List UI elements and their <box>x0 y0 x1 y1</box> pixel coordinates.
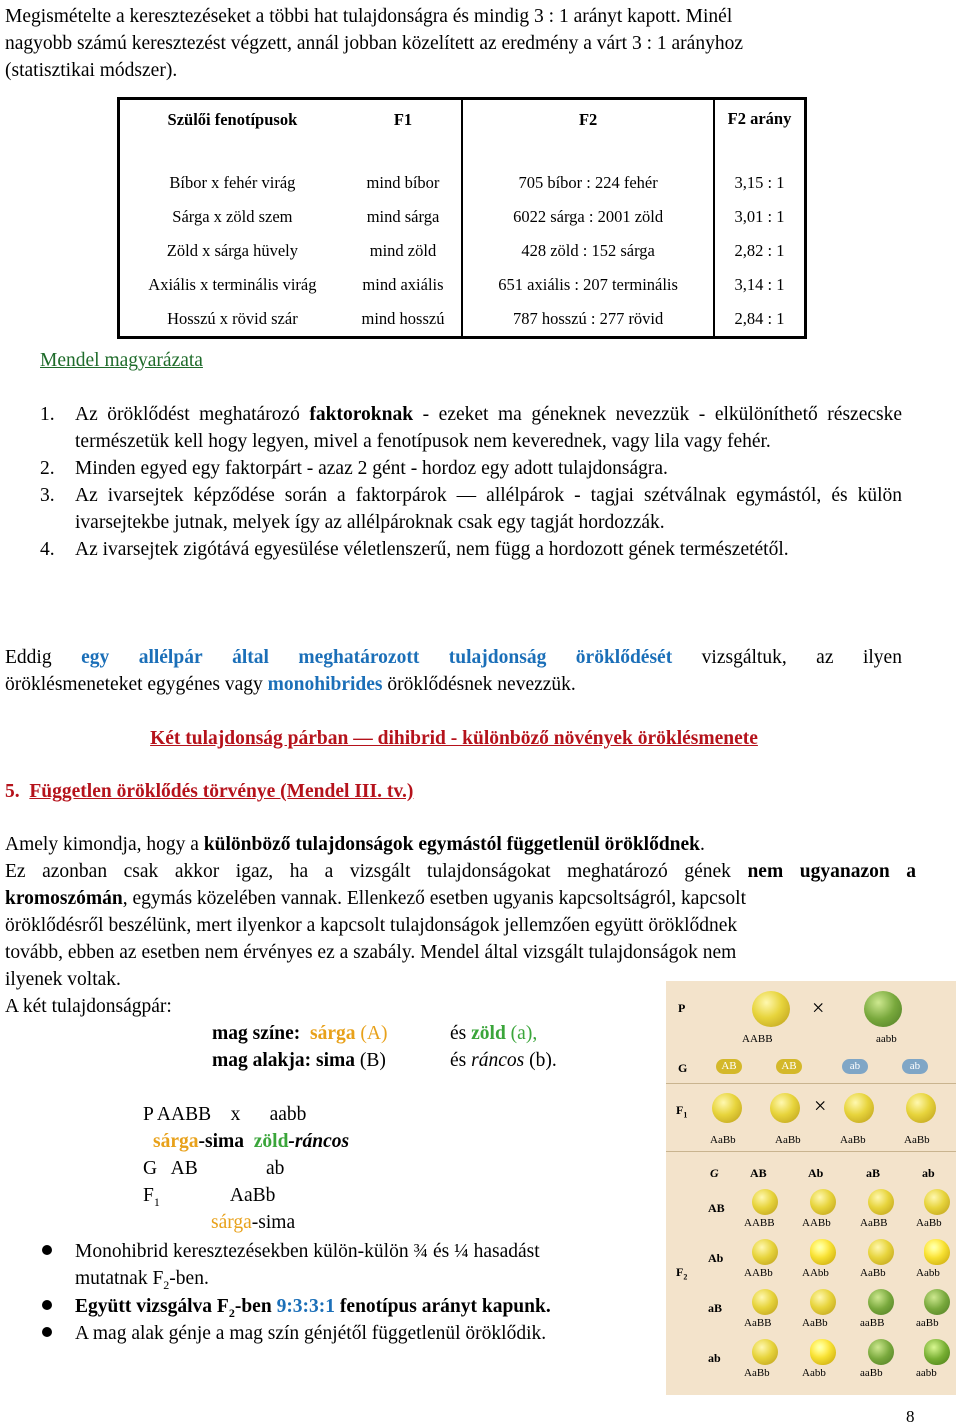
punnett-genotype: Aabb <box>916 1267 940 1279</box>
text-bold: kromoszómán <box>5 888 123 909</box>
table-cell: 3,14 : 1 <box>734 275 785 294</box>
list-text: Minden egyed egy faktorpárt - azaz 2 gént - hordoz egy adott tulajdonságra. <box>75 458 668 479</box>
text: -ráncos <box>288 1131 350 1152</box>
punnett-col-header: ab <box>922 1166 935 1180</box>
bullet-icon <box>42 1327 52 1337</box>
punnett-genotype: aabb <box>916 1367 937 1379</box>
table-header: F2 arány <box>727 109 792 128</box>
text: -sima <box>198 1131 244 1152</box>
trait-label: mag alakja: sima <box>212 1050 360 1071</box>
section-title-text: Független öröklődés törvénye (Mendel III. tv.) <box>29 781 414 802</box>
text: -sima <box>251 1212 296 1233</box>
text: vizsgáltuk, <box>701 647 787 668</box>
table-cell: mind zöld <box>369 241 437 260</box>
figure-p-label: P <box>678 1001 686 1015</box>
green-round-pea-icon <box>868 1339 894 1365</box>
eddig-line-2 <box>5 671 576 698</box>
table-header: Szülői fenotípusok <box>167 110 298 129</box>
text: AaBb <box>229 1185 276 1206</box>
mendel-title: Mendel magyarázata <box>40 350 203 371</box>
text: öröklődését <box>575 647 673 668</box>
punnett-col-header: aB <box>866 1166 881 1180</box>
f1-genotype: AaBb <box>710 1134 736 1146</box>
punnett-genotype: AABb <box>744 1267 773 1279</box>
dihybrid-heading: Két tulajdonság párban — dihibrid - különböző növények öröklésmenete <box>150 728 758 749</box>
punnett-genotype: AABb <box>802 1217 831 1229</box>
list-number: 2. <box>40 458 55 479</box>
gamete: ab <box>842 1059 868 1074</box>
para-line-6: ilyenek voltak. <box>5 969 121 990</box>
para-line-3 <box>5 885 746 912</box>
parent-genotype: AABB <box>742 1033 773 1045</box>
text: , egymás közelében vannak. Ellenkező esetben ugyanis kapcsoltságról, kapcsolt <box>122 888 746 909</box>
text: Ez azonban csak akkor igaz, ha a vizsgált tulajdonságokat meghatározó gének <box>5 861 748 882</box>
text: 1 <box>683 1110 688 1120</box>
green-wrinkled-pea-icon <box>864 991 902 1027</box>
text: zöld <box>253 1131 289 1152</box>
text: az <box>816 647 834 668</box>
yellow-round-pea-icon <box>844 1093 874 1123</box>
table-row <box>119 234 806 268</box>
list-number: 3. <box>40 485 55 506</box>
cross-icon: × <box>814 1093 827 1118</box>
mendel-results-table <box>117 97 807 339</box>
list-item <box>40 482 902 536</box>
table-header: F2 <box>462 99 714 167</box>
page-number: 8 <box>906 1407 915 1426</box>
punnett-genotype: aaBB <box>860 1317 885 1329</box>
gamete: AB <box>716 1059 742 1074</box>
bullet-icon <box>42 1245 52 1255</box>
trait-label: mag színe: <box>212 1023 301 1044</box>
cross-p: P AABB x aabb <box>143 1104 307 1125</box>
trait-allele: (b). <box>524 1050 557 1071</box>
dihybrid-cross-figure <box>666 981 956 1395</box>
green-round-pea-icon <box>924 1289 950 1315</box>
trait-value: ráncos <box>471 1050 525 1071</box>
table-header: F1 <box>393 110 413 129</box>
intro-line-3: (statisztikai módszer). <box>5 60 178 81</box>
yellow-round-pea-icon <box>924 1189 950 1215</box>
table-cell: 651 axiális : 207 terminális <box>462 268 714 302</box>
text: fenotípus arányt kapunk. <box>335 1296 551 1317</box>
table-cell: Sárga x zöld szem <box>172 207 293 226</box>
text: Eddig <box>5 647 52 668</box>
table-cell: mind hosszú <box>361 309 445 328</box>
yellow-round-pea-icon <box>906 1093 936 1123</box>
f1-genotype: AaBb <box>904 1134 930 1146</box>
text: 1 <box>153 1194 160 1209</box>
table-cell: mind bíbor <box>366 173 440 192</box>
text: öröklődésnek nevezzük. <box>382 674 576 695</box>
punnett-genotype: AaBb <box>744 1367 770 1379</box>
text: allélpár <box>138 647 203 668</box>
cross-phenotypes <box>153 1128 349 1155</box>
yellow-round-pea-icon <box>752 1339 778 1365</box>
trait-allele: (A) <box>360 1023 388 1044</box>
yellow-round-pea-icon <box>868 1189 894 1215</box>
list-item <box>40 401 902 455</box>
yellow-wrinkled-pea-icon <box>810 1339 836 1365</box>
gamete: ab <box>902 1059 928 1074</box>
text: meghatározott <box>298 647 420 668</box>
text: tulajdonság <box>448 647 547 668</box>
text: 9:3:3:1 <box>276 1296 336 1317</box>
trait-seed-color-alt <box>450 1020 537 1047</box>
bullet-3: A mag alak génje a mag szín génjétől függetlenül öröklődik. <box>75 1323 547 1344</box>
gamete: AB <box>776 1059 802 1074</box>
trait-seed-color <box>212 1020 387 1047</box>
mendel-explanation-list <box>40 401 902 563</box>
yellow-round-pea-icon <box>868 1239 894 1265</box>
punnett-corner: G <box>710 1166 719 1180</box>
table-cell: 787 hosszú : 277 rövid <box>462 302 714 338</box>
cross-f1-phenotype <box>211 1209 295 1236</box>
text: -ben <box>234 1296 277 1317</box>
para-line-1: Amely kimondja, hogy a különböző tulajdonságok egymástól függetlenül öröklődnek. <box>5 834 705 855</box>
para-line-2 <box>5 858 916 885</box>
table-cell: mind axiális <box>362 275 444 294</box>
punnett-genotype: AAbb <box>802 1267 829 1279</box>
table-cell: Axiális x terminális virág <box>148 275 317 294</box>
trait-seed-shape <box>212 1047 386 1074</box>
table-cell: 6022 sárga : 2001 zöld <box>462 200 714 234</box>
table-row <box>119 302 806 338</box>
punnett-genotype: AaBb <box>916 1217 942 1229</box>
list-text-bold: faktoroknak <box>309 404 414 425</box>
intro-line-2: nagyobb számú keresztezést végzett, annál jobban közelített az eredmény a várt 3 : 1 arányhoz <box>5 33 743 54</box>
punnett-row-header: aB <box>708 1301 723 1315</box>
punnett-genotype: AaBB <box>860 1217 888 1229</box>
punnett-genotype: aaBb <box>916 1317 939 1329</box>
table-cell: 3,01 : 1 <box>734 207 785 226</box>
punnett-genotype: AaBb <box>802 1317 828 1329</box>
yellow-round-pea-icon <box>810 1189 836 1215</box>
text: 2 <box>683 1272 688 1282</box>
yellow-round-pea-icon <box>712 1093 742 1123</box>
divider <box>666 1151 956 1152</box>
yellow-round-pea-icon <box>752 991 790 1027</box>
text: öröklésmeneteket egygénes vagy <box>5 674 268 695</box>
table-cell: 3,15 : 1 <box>734 173 785 192</box>
table-cell: mind sárga <box>366 207 440 226</box>
text: egy <box>81 647 110 668</box>
text: -ben. <box>169 1268 209 1289</box>
green-wrinkled-pea-icon <box>924 1339 950 1365</box>
table-cell: Bíbor x fehér virág <box>169 173 296 192</box>
list-text: Az ivarsejtek zigótává egyesülése véletlenszerű, nem függ a hordozott gének természetétől. <box>75 539 789 560</box>
trait-allele: (B) <box>359 1050 386 1071</box>
table-cell: Hosszú x rövid szár <box>167 309 298 328</box>
eddig-line-1 <box>5 644 902 671</box>
punnett-row-header: Ab <box>708 1251 724 1265</box>
bullet-1-line-1: Monohibrid keresztezésekben külön-külön ¾ és ¼ hasadást <box>75 1241 540 1262</box>
intro-line-1: Megismételte a keresztezéseket a többi hat tulajdonságra és mindig 3 : 1 arányt kapott. Minél <box>5 6 733 27</box>
table-cell: Zöld x sárga hüvely <box>166 241 298 260</box>
text: sárga <box>153 1131 199 1152</box>
list-number: 1. <box>40 404 55 425</box>
para-line-4: öröklődésről beszélünk, mert ilyenkor a kapcsolt tulajdonságok jellemzően együtt öröklődnek <box>5 915 738 936</box>
punnett-genotype: aaBb <box>860 1367 883 1379</box>
parent-genotype: aabb <box>876 1033 897 1045</box>
figure-f2-label <box>676 1265 687 1281</box>
table-cell: 705 bíbor : 224 fehér <box>462 166 714 200</box>
yellow-round-pea-icon <box>770 1093 800 1123</box>
table-row <box>119 268 806 302</box>
text: és <box>450 1050 472 1071</box>
yellow-wrinkled-pea-icon <box>924 1239 950 1265</box>
table-row <box>119 200 806 234</box>
punnett-col-header: Ab <box>808 1166 824 1180</box>
f1-genotype: AaBb <box>840 1134 866 1146</box>
list-item <box>40 455 902 482</box>
table-header-row <box>119 99 806 167</box>
punnett-genotype: AaBb <box>860 1267 886 1279</box>
text: mutatnak F <box>75 1268 164 1289</box>
yellow-round-pea-icon <box>810 1289 836 1315</box>
trait-allele: (a), <box>505 1023 538 1044</box>
section-title <box>5 778 413 805</box>
text: és <box>450 1023 472 1044</box>
figure-g-label: G <box>678 1061 688 1075</box>
punnett-genotype: AaBB <box>744 1317 772 1329</box>
text: Amely kimondja, hogy a <box>5 834 204 855</box>
text: ilyen <box>862 647 902 668</box>
bullet-icon <box>42 1300 52 1310</box>
divider <box>666 1083 956 1084</box>
text: 2 <box>228 1305 235 1320</box>
punnett-genotype: AABB <box>744 1217 775 1229</box>
text: F <box>676 1103 684 1117</box>
list-text: Az öröklődést meghatározó <box>75 404 310 425</box>
yellow-round-pea-icon <box>752 1239 778 1265</box>
yellow-round-pea-icon <box>752 1289 778 1315</box>
table-cell: 2,82 : 1 <box>734 241 785 260</box>
text-bold: nem ugyanazon a <box>747 861 916 882</box>
list-text: - ezeket ma géneknek nevezzük - elkülöníthető részecske természetük kell hogy legyen, mivel a fenotípusok nem keverednek, vagy lila vagy fehér. <box>75 404 902 452</box>
para-line-5: tovább, ebben az esetben nem érvényes ez a szabály. Mendel által vizsgált tulajdonságok nem <box>5 942 737 963</box>
table-row <box>119 166 806 200</box>
green-round-pea-icon <box>868 1289 894 1315</box>
list-text: Az ivarsejtek képződése során a faktorpárok — allélpárok - tagjai szétválnak egymástól, és külön ivarsejtekbe jutnak, melyek így az allélpároknak csak egy tagját hordozzák. <box>75 485 902 533</box>
text: sárga <box>211 1212 252 1233</box>
section-number: 5. <box>5 781 20 802</box>
list-item <box>40 536 902 563</box>
punnett-row-header: AB <box>708 1201 725 1215</box>
para-line-7: A két tulajdonságpár: <box>5 996 172 1017</box>
list-number: 4. <box>40 539 55 560</box>
text-bold: különböző tulajdonságok egymástól függetlenül öröklődnek <box>203 834 701 855</box>
text: 2 <box>163 1277 170 1292</box>
text: által <box>232 647 269 668</box>
text: Együtt vizsgálva F <box>75 1296 229 1317</box>
yellow-round-pea-icon <box>752 1189 778 1215</box>
f1-genotype: AaBb <box>775 1134 801 1146</box>
punnett-col-header: AB <box>750 1166 767 1180</box>
punnett-genotype: Aabb <box>802 1367 826 1379</box>
text: F <box>676 1265 684 1279</box>
trait-seed-shape-alt <box>450 1047 557 1074</box>
text: F <box>143 1185 154 1206</box>
trait-value: sárga <box>310 1023 356 1044</box>
cross-g: G AB ab <box>143 1158 285 1179</box>
figure-f1-label <box>676 1103 687 1119</box>
yellow-wrinkled-pea-icon <box>810 1239 836 1265</box>
punnett-row-header: ab <box>708 1351 721 1365</box>
table-cell: 428 zöld : 152 sárga <box>462 234 714 268</box>
trait-value: zöld <box>471 1023 506 1044</box>
cross-icon: × <box>812 995 825 1020</box>
table-cell: 2,84 : 1 <box>734 309 785 328</box>
text: monohibrides <box>267 674 383 695</box>
